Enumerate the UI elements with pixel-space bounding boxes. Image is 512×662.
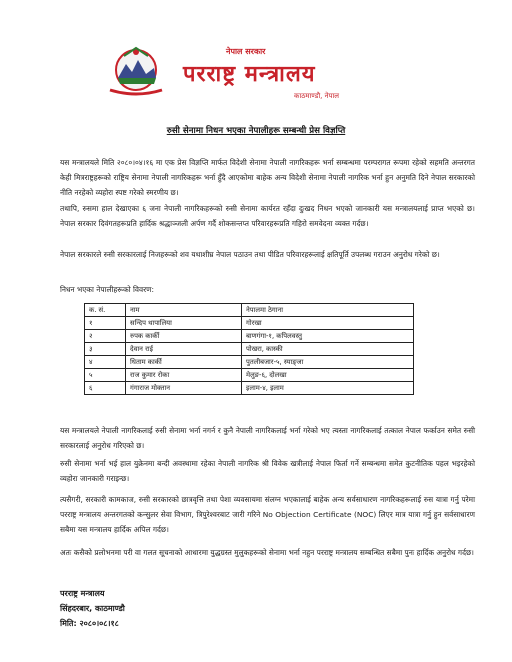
table-cell: ३: [85, 343, 126, 356]
government-name: नेपाल सरकार: [226, 47, 266, 56]
table-cell: ४: [85, 356, 126, 369]
table-cell: बाणगंगा-१, कपिलवस्तु: [242, 330, 414, 343]
table-row: [85, 330, 414, 343]
table-cell: सन्दिप थापालिया: [126, 317, 242, 330]
table-cell: १: [85, 317, 126, 330]
paragraph-3: नेपाल सरकारले रुसी सरकारलाई निजहरूको शव यथाशीघ्र नेपाल पठाउन तथा पीडित परिवारहरूलाई क्षतिपूर्ति उपलब्ध गराउन अनुरोध गरेको छ।: [60, 250, 440, 259]
signature-office: परराष्ट्र मन्त्रालय: [60, 589, 105, 598]
ministry-place: काठमाण्डौ, नेपाल: [294, 92, 340, 100]
deceased-table: [84, 303, 414, 395]
table-cell: २: [85, 330, 126, 343]
ministry-name: परराष्ट्र मन्त्रालय: [183, 62, 316, 87]
table-cell: गोरखा: [242, 317, 414, 330]
table-row: [85, 382, 414, 395]
table-cell: रुपक कार्की: [126, 330, 242, 343]
signature-date: मिति: २०८०।०८।१८: [60, 619, 119, 628]
paragraph-6: त्यसैगरी, सरकारी कामकाज, रुसी सरकारको छात्रवृत्ति तथा पेशा व्यवसायमा संलग्न भएकालाई बाहेक अन्य सर्वसाधारण नागरिकहरूलाई रुस यात्रा गर्नु परेमा परराष्ट्र मन्त्रालय अन्तरगतको कन्सुलर सेवा विभाग, त्रिपुरेश्वरबाट जारी गरिने No Objection Certificate (NOC) लिएर मात्र यात्रा गर्नु हुन सर्वसाधारण सबैमा यस मन्त्रालय हार्दिक अपिल गर्दछ।: [60, 495, 475, 534]
paragraph-1: यस मन्त्रालयले मिति २०८०।०४।१६ मा एक प्रेस विज्ञप्ति मार्फत विदेशी सेनामा नेपाली नागरिकहरू भर्ना सम्बन्धमा परम्परागत रूपमा रहेको सहमति अन्तरगत केही मित्रराष्ट्रहरूको राष्ट्रिय सेनामा नेपाली नागरिकहरू भर्ना हुँदै आएकोमा बाहेक अन्य विदेशी सेनामा नेपाली नागरिक भर्ना हुन अनुमति दिने नेपाल सरकारको नीति नरहेको व्यहोरा स्पष्ट गरेको स्मरणीय छ।: [60, 158, 475, 197]
deceased-list-label: निधन भएका नेपालीहरूको विवरण:: [60, 285, 154, 294]
table-row: [85, 356, 414, 369]
table-cell: गंगाराज मोक्तान: [126, 382, 242, 395]
paragraph-4: यस मन्त्रालयले नेपाली नागरिकलाई रुसी सेनामा भर्ना नगर्न र कुनै नेपाली नागरिकलाई भर्ना गरेको भए त्यस्ता नागरिकलाई तत्काल नेपाल फर्काउन समेत रुसी सरकारलाई अनुरोध गरिएको छ।: [60, 426, 475, 450]
table-header: क. सं.: [85, 304, 126, 317]
paragraph-5: रुसी सेनामा भर्ना भई हाल युक्रेनमा बन्दी अवस्थामा रहेका नेपाली नागरिक श्री विवेक खत्रीलाई नेपाल फिर्ता गर्ने सम्बन्धमा समेत कुटनीतिक पहल भइरहेको व्यहोरा जानकारी गराइन्छ।: [60, 459, 475, 483]
signature-location: सिंहदरबार, काठमाण्डौ: [60, 604, 125, 613]
nepal-emblem-icon: [104, 44, 168, 98]
table-cell: राज कुमार रोका: [126, 369, 242, 382]
table-cell: ६: [85, 382, 126, 395]
table-cell: धिताम कार्की: [126, 356, 242, 369]
table-cell: मेलुङ-६, दोलखा: [242, 369, 414, 382]
signature-block: [60, 586, 125, 631]
table-row: [85, 343, 414, 356]
table-header-row: [85, 304, 414, 317]
table-row: [85, 317, 414, 330]
table-cell: इलाम-४, इलाम: [242, 382, 414, 395]
paragraph-7: अतः कसैको प्रलोभनमा परी वा गलत सूचनाको आधारमा युद्धग्रस्त मुलुकहरूको सेनामा भर्ना नहुन परराष्ट्र मन्त्रालय सम्बन्धित सबैमा पुनः हार्दिक अनुरोध गर्दछ।: [60, 548, 474, 557]
table-header: नेपालमा ठेगाना: [242, 304, 414, 317]
table-cell: पोखरा, कास्की: [242, 343, 414, 356]
table-cell: ५: [85, 369, 126, 382]
table-cell: देवान राई: [126, 343, 242, 356]
table-header: नाम: [126, 304, 242, 317]
document-heading: रुसी सेनामा निधन भएका नेपालीहरू सम्बन्धी प्रेस विज्ञप्ति: [166, 126, 346, 136]
table-cell: पुतलीबजार-५, स्याङ्जा: [242, 356, 414, 369]
paragraph-2: तथापि, रुसमा हाल देखाएका ६ जना नेपाली नागरिकहरूको रुसी सेनामा कार्यरत रहँदा दुःखद निधन भएको जानकारी यस मन्त्रालयलाई प्राप्त भएको छ। नेपाल सरकार दिवंगतहरूप्रति हार्दिक श्रद्धाञ्जली अर्पण गर्दै शोकसन्तप्त परिवारहरूप्रति गहिरो समवेदना व्यक्त गर्दछ।: [60, 204, 475, 228]
table-row: [85, 369, 414, 382]
